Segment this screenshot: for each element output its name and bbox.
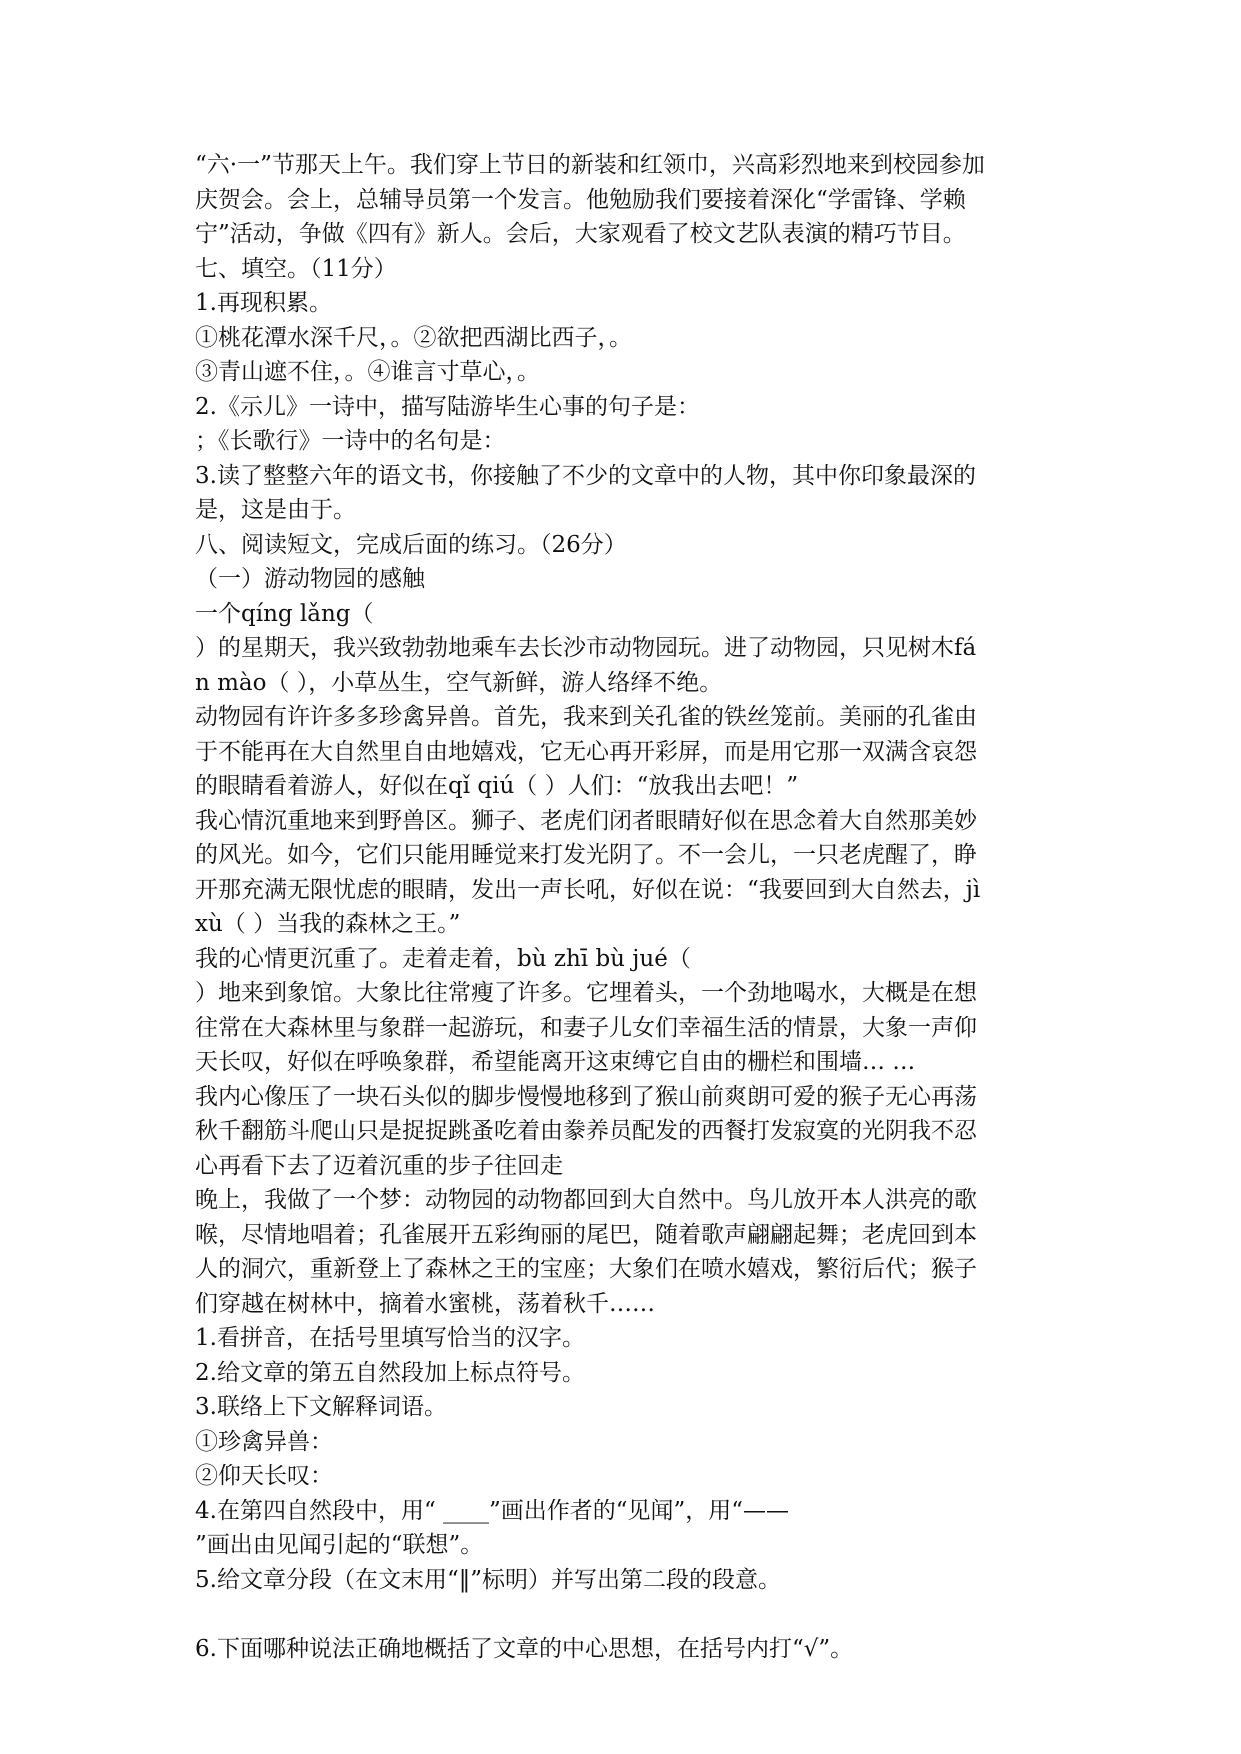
document-page bbox=[195, 148, 1065, 1666]
passage-line: xù（ ）当我的森林之王。” bbox=[195, 911, 461, 937]
question-line: 1.再现积累。 bbox=[195, 290, 332, 316]
passage-line: 人的洞穴，重新登上了森林之王的宝座；大象们在喷水嬉戏，繁衍后代；猴子 bbox=[195, 1256, 977, 1282]
passage-line: 天长叹，好似在呼唤象群，希望能离开这束缚它自由的栅栏和围墙… … bbox=[195, 1049, 916, 1075]
passage-line: 的眼睛看着游人，好似在qǐ qiú（ ）人们：“放我出去吧！” bbox=[195, 773, 799, 799]
passage-line: 开那充满无限忧虑的眼睛，发出一声长吼，好似在说：“我要回到大自然去，jì bbox=[195, 876, 981, 903]
blank-line bbox=[195, 1597, 1065, 1632]
passage-line: 们穿越在树林中，摘着水蜜桃，荡着秋千…… bbox=[195, 1290, 655, 1317]
question-line: ③青山遮不住，。④谁言寸草心，。 bbox=[195, 359, 540, 385]
exercise-line: 3.联络上下文解释词语。 bbox=[195, 1394, 447, 1420]
passage-line: 我内心像压了一块石头似的脚步慢慢地移到了猴山前爽朗可爱的猴子无心再荡 bbox=[195, 1083, 977, 1110]
text-line: 宁”活动，争做《四有》新人。会后，大家观看了校文艺队表演的精巧节目。 bbox=[195, 221, 966, 247]
passage-line: 我心情沉重地来到野兽区。狮子、老虎们闭者眼睛好似在思念着大自然那美妙 bbox=[195, 807, 977, 834]
exercise-line: ①珍禽异兽： bbox=[195, 1428, 333, 1455]
passage-line: 动物园有许许多多珍禽异兽。首先，我来到关孔雀的铁丝笼前。美丽的孔雀由 bbox=[195, 704, 977, 730]
exercise-line: ”画出由见闻引起的“联想”。 bbox=[195, 1532, 484, 1558]
passage-line: 秋千翻筋斗爬山只是捉捉跳蚤吃着由豢养员配发的西餐打发寂寞的光阴我不忍 bbox=[195, 1118, 977, 1144]
section-heading: 八、阅读短文，完成后面的练习。（26分） bbox=[195, 531, 627, 558]
exercise-line: 4.在第四自然段中，用“ ____”画出作者的“见闻”，用“—— bbox=[195, 1497, 790, 1524]
passage-line: ）的星期天，我兴致勃勃地乘车去长沙市动物园玩。进了动物园，只见树木fá bbox=[195, 635, 977, 661]
exercise-line: 2.给文章的第五自然段加上标点符号。 bbox=[195, 1359, 585, 1386]
passage-line: n mào（ ），小草丛生，空气新鲜，游人络绎不绝。 bbox=[195, 669, 723, 696]
passage-line: 往常在大森林里与象群一起游玩，和妻子儿女们幸福生活的情景，大象一声仰 bbox=[195, 1014, 977, 1041]
question-line: 是，这是由于。 bbox=[195, 497, 356, 523]
passage-line: 一个qíng lǎng（ bbox=[195, 600, 374, 627]
section-heading: 七、填空。（11分） bbox=[195, 255, 397, 282]
text-line: “六·一”节那天上午。我们穿上节日的新装和红领巾，兴高彩烈地来到校园参加 bbox=[195, 152, 985, 178]
question-line: ①桃花潭水深千尺，。②欲把西湖比西子，。 bbox=[195, 324, 632, 351]
question-line: 3.读了整整六年的语文书，你接触了不少的文章中的人物，其中你印象最深的 bbox=[195, 462, 976, 489]
passage-line: 晚上，我做了一个梦：动物园的动物都回到大自然中。鸟儿放开本人洪亮的歌 bbox=[195, 1187, 977, 1213]
passage-line: 于不能再在大自然里自由地嬉戏，它无心再开彩屏，而是用它那一双满含哀怨 bbox=[195, 738, 977, 765]
passage-line: 的风光。如今，它们只能用睡觉来打发光阴了。不一会儿，一只老虎醒了，睁 bbox=[195, 842, 977, 868]
exercise-line: ②仰天长叹： bbox=[195, 1463, 333, 1489]
passage-title: （一）游动物园的感触 bbox=[195, 566, 425, 592]
question-line: 2.《示儿》一诗中，描写陆游毕生心事的句子是： bbox=[195, 393, 700, 420]
text-line: 庆贺会。会上，总辅导员第一个发言。他勉励我们要接着深化“学雷锋、学赖 bbox=[195, 186, 966, 213]
exercise-line: 1.看拼音，在括号里填写恰当的汉字。 bbox=[195, 1325, 585, 1351]
passage-line: 喉，尽情地唱着；孔雀展开五彩绚丽的尾巴，随着歌声翩翩起舞；老虎回到本 bbox=[195, 1221, 977, 1248]
passage-line: 心再看下去了迈着沉重的步子往回走 bbox=[195, 1152, 563, 1179]
exercise-line: 6.下面哪种说法正确地概括了文章的中心思想，在括号内打“√”。 bbox=[195, 1635, 854, 1662]
passage-line: ）地来到象馆。大象比往常瘦了许多。它埋着头，一个劲地喝水，大概是在想 bbox=[195, 980, 977, 1006]
question-line: ；《长歌行》一诗中的名句是： bbox=[195, 428, 506, 454]
passage-line: 我的心情更沉重了。走着走着，bù zhī bù jué（ bbox=[195, 945, 691, 972]
exercise-line: 5.给文章分段（在文末用“‖”标明）并写出第二段的段意。 bbox=[195, 1566, 781, 1593]
